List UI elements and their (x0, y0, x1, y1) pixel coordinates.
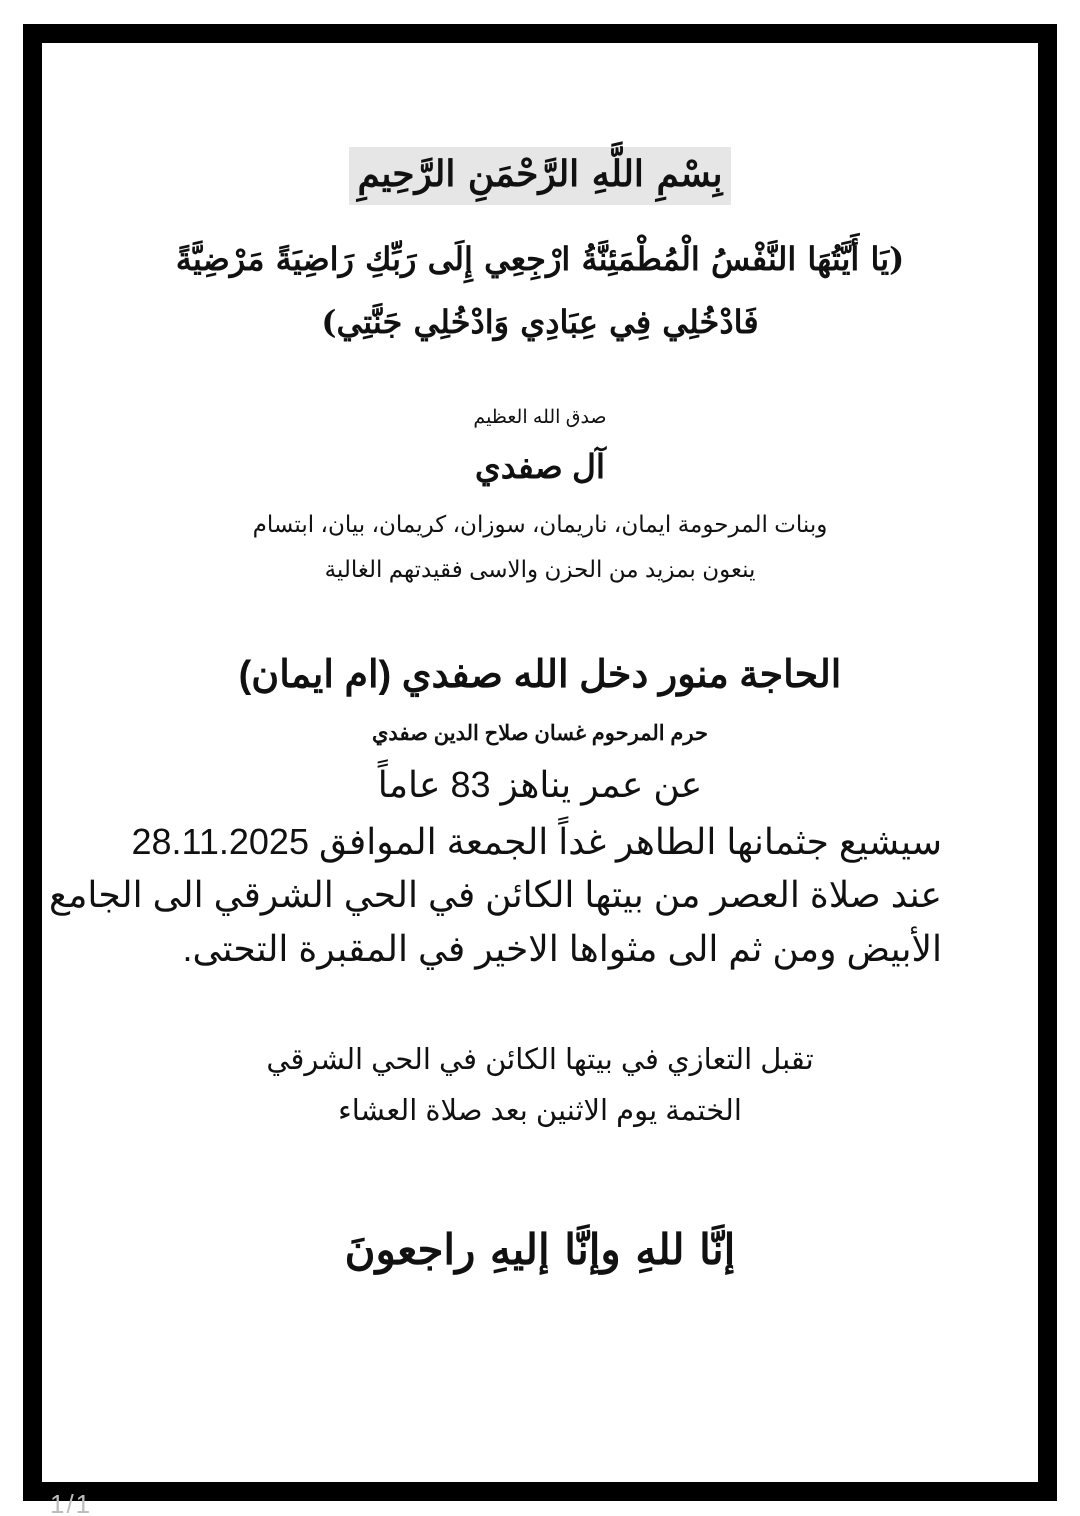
quran-verse-line-2: فَادْخُلِي فِي عِبَادِي وَادْخُلِي جَنَّتِي) (321, 303, 759, 341)
obituary-notice (42, 43, 1038, 1482)
condolence-line-2: الختمة يوم الاثنين بعد صلاة العشاء (338, 1095, 742, 1127)
page-number-mark: 1/1 (50, 1489, 93, 1516)
family-name: آل صفدي (474, 448, 606, 485)
deceased-name: الحاجة منور دخل الله صفدي (ام ايمان) (238, 654, 842, 696)
closing-phrase: إنَّا للهِ وإنَّا إليهِ راجعونَ (344, 1225, 736, 1274)
funeral-line-3: الأبيض ومن ثم الى مثواها الاخير في المقبرة التحتى. (182, 928, 942, 969)
funeral-line-1: سيشيع جثمانها الطاهر غداً الجمعة الموافق 28.11.2025 (131, 821, 942, 862)
condolence-line-1: تقبل التعازي في بيتها الكائن في الحي الشرقي (266, 1044, 814, 1076)
sadaqa-line: صدق الله العظيم (473, 407, 607, 428)
mourning-line: ينعون بمزيد من الحزن والاسى فقيدتهم الغالية (324, 556, 756, 582)
quran-verse-line-1: (يَا أَيَّتُهَا النَّفْسُ الْمُطْمَئِنَّةُ ارْجِعِي إِلَى رَبِّكِ رَاضِيَةً مَرْضِيَّةً (175, 240, 905, 278)
daughters-line: وبنات المرحومة ايمان، ناريمان، سوزان، كريمان، بيان، ابتسام (252, 511, 828, 537)
basmala-heading: بِسْمِ اللَّهِ الرَّحْمَنِ الرَّحِيمِ (349, 147, 730, 205)
basmala-container (42, 147, 1038, 205)
spouse-line: حرم المرحوم غسان صلاح الدين صفدي (372, 722, 708, 745)
age-line: عن عمر يناهز 83 عاماً (377, 764, 703, 805)
page-border-frame (23, 24, 1057, 1501)
funeral-line-2: عند صلاة العصر من بيتها الكائن في الحي الشرقي الى الجامع (48, 874, 942, 915)
